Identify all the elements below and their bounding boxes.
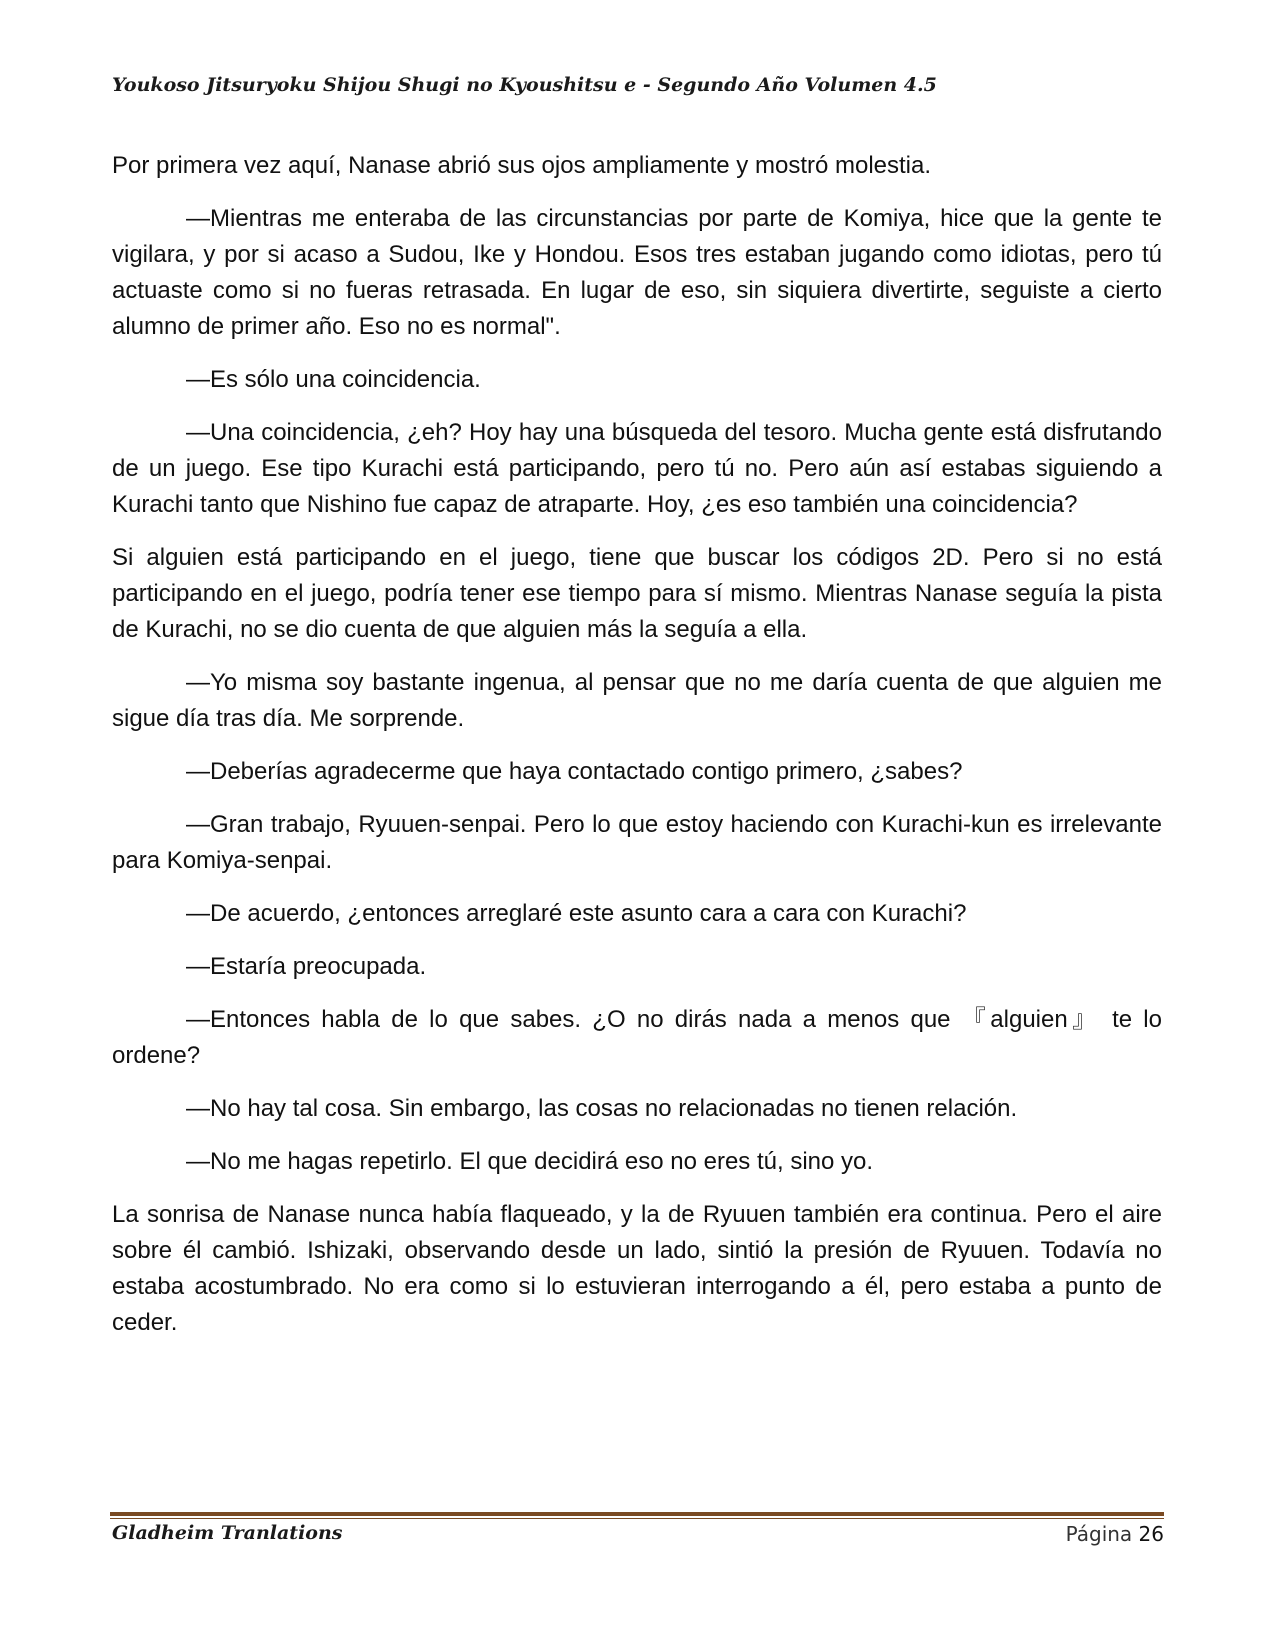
paragraph: —Entonces habla de lo que sabes. ¿O no dirás nada a menos que 『alguien』 te lo ordene?	[112, 1006, 1162, 1069]
paragraph: La sonrisa de Nanase nunca había flaqueado, y la de Ryuuen también era continua. Pero el aire sobre él cambió. Ishizaki, observando desde un lado, sintió la presión de Ryuuen. Todavía no estaba acostumbrado. No era como si lo estuvieran interrogando a él, pero estaba a punto de ceder.	[112, 1201, 1162, 1336]
page-number	[1066, 1522, 1164, 1546]
page-number-value: 26	[1138, 1522, 1164, 1546]
page-label: Página	[1065, 1522, 1133, 1546]
running-header: Youkoso Jitsuryoku Shijou Shugi no Kyoushitsu e - Segundo Año Volumen 4.5	[112, 74, 937, 96]
footer-credit: Gladheim Tranlations	[112, 1522, 343, 1544]
paragraph: —Mientras me enteraba de las circunstancias por parte de Komiya, hice que la gente te vigilara, y por si acaso a Sudou, Ike y Hondou. Esos tres estaban jugando como idiotas, pero tú actuaste como si no fueras retrasada. En lugar de eso, sin siquiera divertirte, seguiste a cierto alumno de primer año. Eso no es normal".	[112, 205, 1162, 340]
footer-rule	[110, 1512, 1164, 1519]
body-text	[112, 148, 1162, 1358]
paragraph: Si alguien está participando en el juego, tiene que buscar los códigos 2D. Pero si no está participando en el juego, podría tener ese tiempo para sí mismo. Mientras Nanase seguía la pista de Kurachi, no se dio cuenta de que alguien más la seguía a ella.	[112, 544, 1162, 643]
paragraph: —No me hagas repetirlo. El que decidirá eso no eres tú, sino yo.	[186, 1148, 874, 1175]
paragraph: —Gran trabajo, Ryuuen-senpai. Pero lo que estoy haciendo con Kurachi-kun es irrelevante para Komiya-senpai.	[112, 811, 1162, 874]
paragraph: —Yo misma soy bastante ingenua, al pensar que no me daría cuenta de que alguien me sigue día tras día. Me sorprende.	[112, 669, 1162, 732]
paragraph: Por primera vez aquí, Nanase abrió sus ojos ampliamente y mostró molestia.	[112, 152, 932, 179]
paragraph: —Deberías agradecerme que haya contactado contigo primero, ¿sabes?	[186, 758, 963, 785]
paragraph: —Es sólo una coincidencia.	[186, 366, 481, 393]
paragraph: —No hay tal cosa. Sin embargo, las cosas no relacionadas no tienen relación.	[186, 1095, 1018, 1122]
paragraph: —Estaría preocupada.	[186, 953, 427, 980]
paragraph: —Una coincidencia, ¿eh? Hoy hay una búsqueda del tesoro. Mucha gente está disfrutando de un juego. Ese tipo Kurachi está participando, pero tú no. Pero aún así estabas siguiendo a Kurachi tanto que Nishino fue capaz de atraparte. Hoy, ¿es eso también una coincidencia?	[112, 419, 1162, 518]
footer-rule-thick	[110, 1512, 1164, 1516]
paragraph: —De acuerdo, ¿entonces arreglaré este asunto cara a cara con Kurachi?	[186, 900, 967, 927]
footer-rule-thin	[110, 1518, 1164, 1519]
